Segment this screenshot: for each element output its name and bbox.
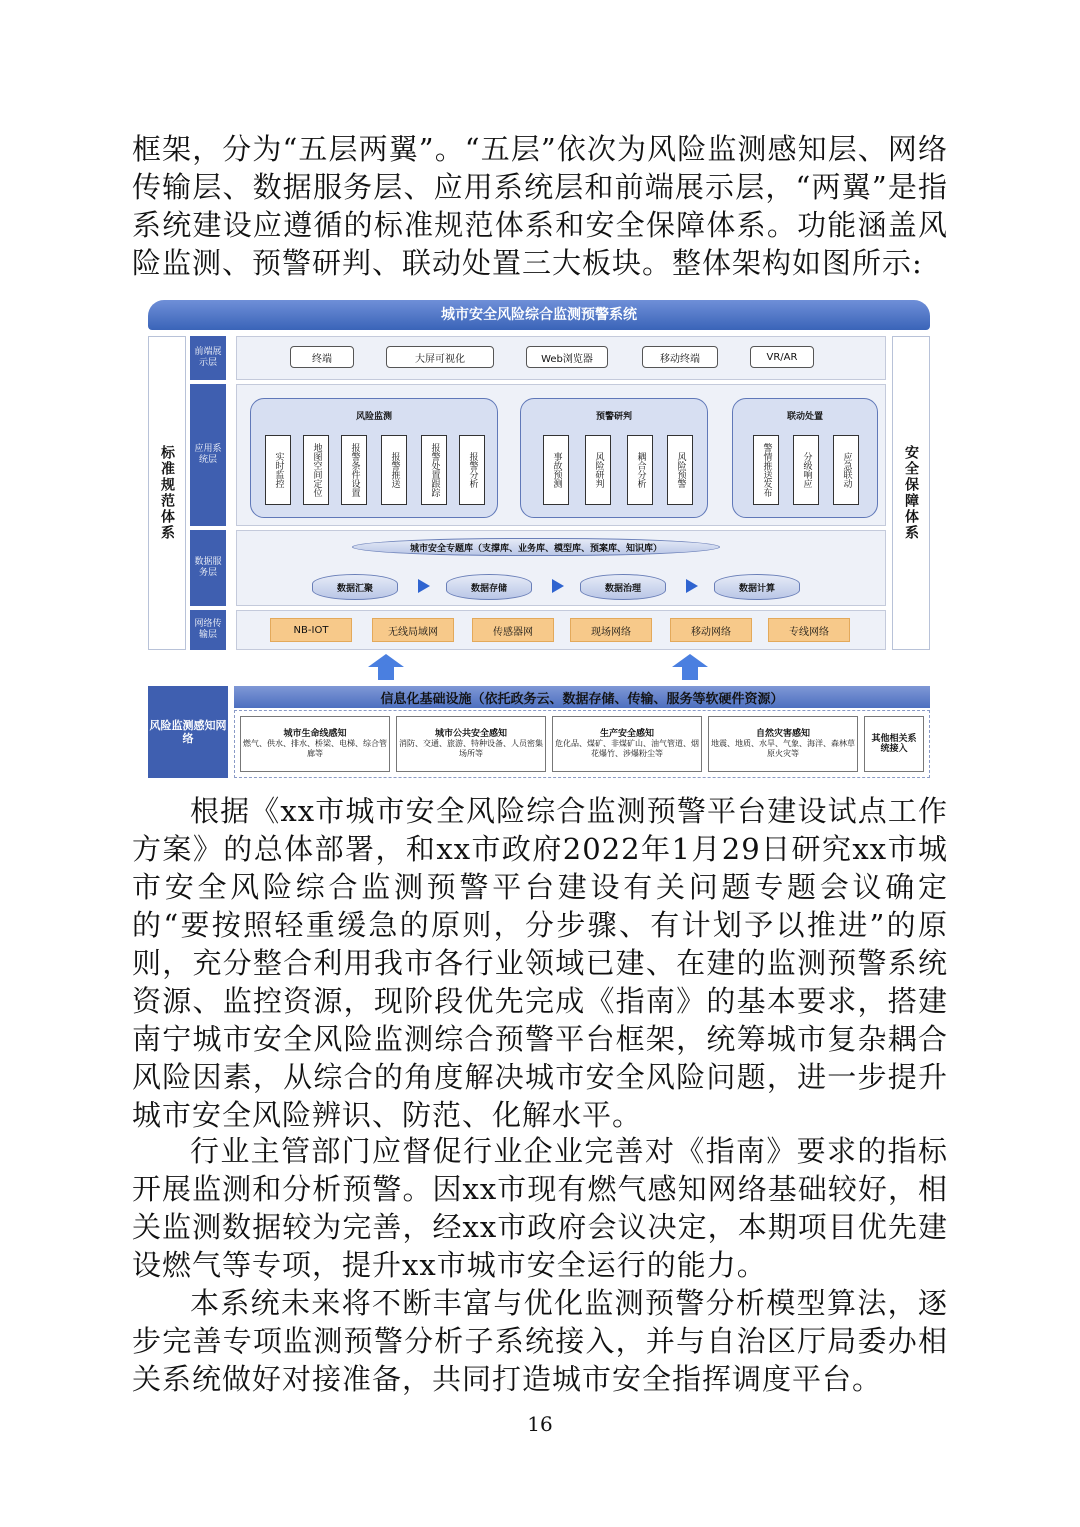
arrow-right-icon [418, 579, 430, 593]
paragraph-future: 本系统未来将不断丰富与优化监测预警分析模型算法，逐步完善专项监测预警分析子系统接入，并与自治区厅局委办相关系统做好对接准备，共同打造城市安全指挥调度平台。 [132, 1286, 948, 1396]
infra-title: 信息化基础设施（依托政务云、数据存储、传输、服务等软硬件资源） [234, 686, 930, 708]
paragraph-plan: 根据《xx市城市安全风险综合监测预警平台建设试点工作方案》的总体部署，和xx市政府2022年1月29日研究xx市城市安全风险综合监测预警平台建设有关问题专题会议确定的“要按照轻重缓急的原则，分步骤、有计划予以推进”的原则，充分整合利用我市各行业领域已建、在建的监测预警系统资源、监控资源，现阶段优先完成《指南》的基本要求，搭建南宁城市安全风险监测综合预警平台框架，统筹城市复杂耦合风险因素，从综合的角度解决城市安全风险问题，进一步提升城市安全风险辨识、防范、化解水平。 [132, 794, 948, 1132]
network-item: 传感器网 [472, 618, 554, 642]
function-box: 报警条件设置 [341, 435, 367, 505]
function-box: 应急联动 [833, 435, 859, 505]
function-box: 实时监控 [265, 435, 291, 505]
arrow-right-icon [686, 579, 698, 593]
network-item: NB-IOT [270, 618, 352, 642]
perception-label: 风险监测感知网络 [148, 686, 228, 778]
function-box: 风险研判 [585, 435, 611, 505]
function-box: 报警分析 [459, 435, 485, 505]
architecture-diagram [146, 300, 932, 782]
function-box: 事故预测 [543, 435, 569, 505]
perception-desc: 燃气、供水、排水、桥梁、电梯、综合管廊等 [243, 739, 387, 758]
data-flow-step: 数据汇聚 [312, 574, 398, 600]
network-item: 现场网络 [570, 618, 652, 642]
group-title: 联动处置 [786, 412, 823, 422]
layer-label-data: 数据服务层 [190, 530, 226, 606]
up-arrow-icon [672, 654, 708, 680]
layer-label-application: 应用系统层 [190, 384, 226, 526]
perception-item [396, 716, 546, 772]
arrow-right-icon [552, 579, 564, 593]
perception-title: 城市公共安全感知 [434, 729, 507, 739]
frontend-item: 移动终端 [642, 346, 718, 368]
up-arrow-icon [368, 654, 404, 680]
perception-title: 生产安全感知 [599, 729, 654, 739]
perception-title: 自然灾害感知 [755, 729, 810, 739]
network-item: 无线局域网 [372, 618, 454, 642]
perception-desc: 地震、地质、水旱、气象、海洋、森林草原火灾等 [711, 739, 855, 758]
function-box: 警情推送发布 [753, 435, 779, 505]
layer-label-frontend: 前端展示层 [190, 336, 226, 380]
perception-desc: 危化品、煤矿、非煤矿山、油气管道、烟花爆竹、涉爆粉尘等 [555, 739, 699, 758]
frontend-item: 终端 [290, 346, 354, 368]
perception-title: 其他相关系统接入 [871, 734, 917, 754]
group-title: 预警研判 [595, 412, 632, 422]
perception-title: 城市生命线感知 [283, 729, 347, 739]
perception-item [864, 716, 924, 772]
layer-label-network: 网络传输层 [190, 610, 226, 650]
network-item: 专线网络 [768, 618, 850, 642]
frontend-item: 大屏可视化 [386, 346, 494, 368]
perception-desc: 消防、交通、旅游、特种设备、人员密集场所等 [399, 739, 543, 758]
data-flow-step: 数据治理 [580, 574, 666, 600]
perception-item [240, 716, 390, 772]
group-risk-monitoring [250, 398, 498, 518]
frontend-item: Web浏览器 [526, 346, 608, 368]
diagram-title: 城市安全风险综合监测预警系统 [148, 300, 930, 330]
network-item: 移动网络 [670, 618, 752, 642]
function-box: 地图空间定位 [303, 435, 329, 505]
perception-item [708, 716, 858, 772]
data-flow-step: 数据存储 [446, 574, 532, 600]
group-warning-analysis [520, 398, 708, 518]
group-linkage-response [732, 398, 878, 518]
function-box: 风险预警 [667, 435, 693, 505]
left-wing-label: 标准规范体系 [159, 445, 175, 541]
function-box: 分级响应 [793, 435, 819, 505]
right-wing [892, 336, 930, 650]
function-box: 报警推送 [381, 435, 407, 505]
paragraph-intro: 框架，分为“五层两翼”。“五层”依次为风险监测感知层、网络传输层、数据服务层、应用系统层和前端展示层，“两翼”是指系统建设应遵循的标准规范体系和安全保障体系。功能涵盖风险监测、预警研判、联动处置三大板块。整体架构如图所示: [132, 132, 948, 280]
db-banner: 城市安全专题库（支撑库、业务库、模型库、预案库、知识库） [352, 538, 720, 556]
function-box: 耦合分析 [627, 435, 653, 505]
right-wing-label: 安全保障体系 [903, 445, 919, 541]
group-title: 风险监测 [355, 412, 392, 422]
paragraph-supervision: 行业主管部门应督促行业企业完善对《指南》要求的指标开展监测和分析预警。因xx市现有燃气感知网络基础较好，相关监测数据较为完善，经xx市政府会议决定，本期项目优先建设燃气等专项，提升xx市城市安全运行的能力。 [132, 1134, 948, 1282]
page-number: 16 [527, 1412, 553, 1436]
frontend-item: VR/AR [750, 346, 814, 368]
left-wing [148, 336, 186, 650]
function-box: 报警处置跟踪 [421, 435, 447, 505]
perception-item [552, 716, 702, 772]
data-flow-step: 数据计算 [714, 574, 800, 600]
